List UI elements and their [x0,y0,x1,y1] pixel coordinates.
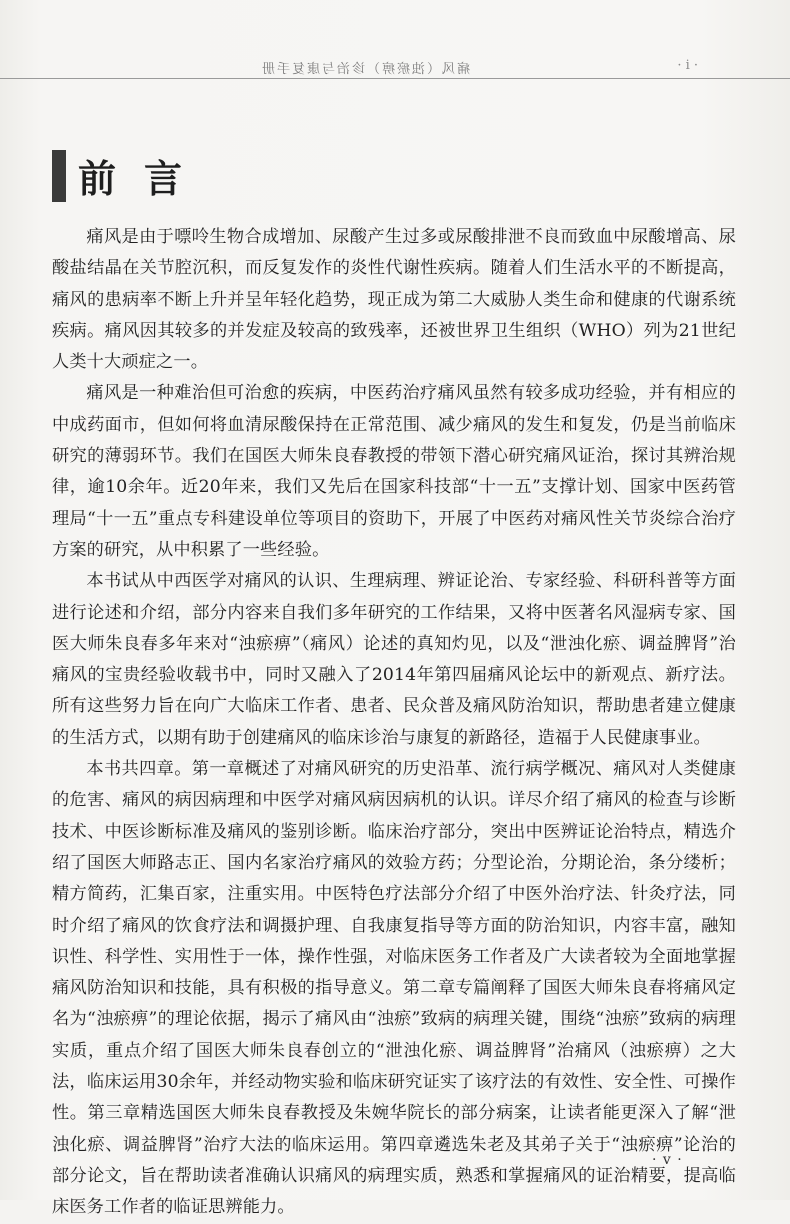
section-title [52,150,352,202]
paragraph-2: 痛风是一种难治但可治愈的疾病，中医药治疗痛风虽然有较多成功经验，并有相应的中成药面市，但如何将血清尿酸保持在正常范围、减少痛风的发生和复发，仍是当前临床研究的薄弱环节。我们在国医大师朱良春教授的带领下潜心研究痛风证治，探讨其辨治规律，逾10余年。近20年来，我们又先后在国家科技部“十一五”支撑计划、国家中医药管理局“十一五”重点专科建设单位等项目的资助下，开展了中医药对痛风性关节炎综合治疗方案的研究，从中积累了一些经验。 [52,383,736,560]
preface-body [52,222,736,1224]
paragraph-1: 痛风是由于嘌呤生物合成增加、尿酸产生过多或尿酸排泄不良而致血中尿酸增高、尿酸盐结晶在关节腔沉积，而反复发作的炎性代谢性疾病。随着人们生活水平的不断提高，痛风的患病率不断上升并呈年轻化趋势，现正成为第二大威胁人类生命和健康的代谢系统疾病。痛风因其较多的并发症及较高的致残率，还被世界卫生组织（WHO）列为21世纪人类十大顽症之一。 [52,227,736,373]
paragraph-4: 本书共四章。第一章概述了对痛风研究的历史沿革、流行病学概况、痛风对人类健康的危害、痛风的病因病理和中医学对痛风病因病机的认识。详尽介绍了痛风的检查与诊断技术、中医诊断标准及痛风的鉴别诊断。临床治疗部分，突出中医辨证论治特点，精选介绍了国医大师路志正、国内名家治疗痛风的效验方药；分型论治，分期论治，条分缕析；精方简药，汇集百家，注重实用。中医特色疗法部分介绍了中医外治疗法、针灸疗法，同时介绍了痛风的饮食疗法和调摄护理、自我康复指导等方面的防治知识，内容丰富，融知识性、科学性、实用性于一体，操作性强，对临床医务工作者及广大读者较为全面地掌握痛风防治知识和技能，具有积极的指导意义。第二章专篇阐释了国医大师朱良春将痛风定名为“浊瘀痹”的理论依据，揭示了痛风由“浊瘀”致病的病理关键，围绕“浊瘀”致病的病理实质，重点介绍了国医大师朱良春创立的“泄浊化瘀、调益脾肾”治痛风（浊瘀痹）之大法，临床运用30余年，并经动物实验和临床研究证实了该疗法的有效性、安全性、可操作性。第三章精选国医大师朱良春教授及朱婉华院长的部分病案，让读者能更深入了解“泄浊化瘀、调益脾肾”治疗大法的临床运用。第四章遴选朱老及其弟子关于“浊瘀痹”论治的部分论文，旨在帮助读者准确认识痛风的病理实质，熟悉和掌握痛风的证治精要，提高临床医务工作者的临证思辨能力。 [52,759,736,1218]
title-bar-decoration [52,150,66,202]
running-header-page-mark: · i · [677,58,698,73]
running-header [0,56,790,79]
page-number: · v · [652,1152,683,1168]
running-header-title: 痛风（浊瘀痹）诊治与康复手册 [260,62,471,77]
page-title: 前言 [78,157,211,201]
paragraph-3: 本书试从中西医学对痛风的认识、生理病理、辨证论治、专家经验、科研科普等方面进行论述和介绍，部分内容来自我们多年研究的工作结果，又将中医著名风湿病专家、国医大师朱良春多年来对“浊瘀痹”（痛风）论述的真知灼见，以及“泄浊化瘀、调益脾肾”治痛风的宝贵经验收载书中，同时又融入了2014年第四届痛风论坛中的新观点、新疗法。所有这些努力旨在向广大临床工作者、患者、民众普及痛风防治知识，帮助患者建立健康的生活方式，以期有助于创建痛风的临床诊治与康复的新路径，造福于人民健康事业。 [52,571,736,748]
